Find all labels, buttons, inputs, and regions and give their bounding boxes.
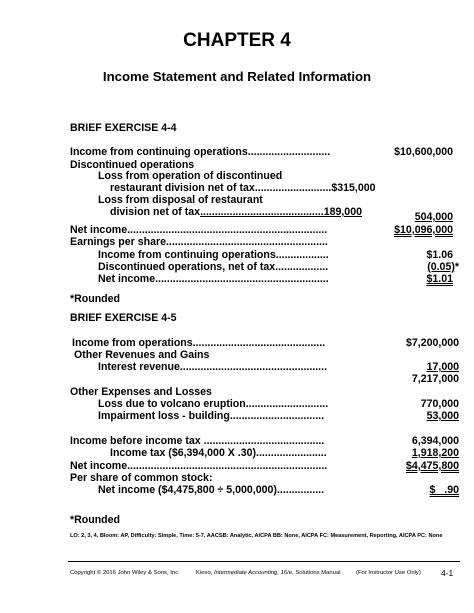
be45-tax-value: 1,918,200	[411, 447, 459, 459]
be45-ibt-value: 6,394,000	[411, 435, 459, 447]
be44-loss-disp-value: 189,000	[323, 206, 362, 218]
be45-subtotal-value: 7,217,000	[411, 373, 459, 385]
be44-loss-disp-label-1: Loss from disposal of restaurant	[98, 194, 263, 206]
be45-other-rev-label: Other Revenues and Gains	[74, 349, 210, 361]
be44-discontinued-label: Discontinued operations	[70, 159, 195, 171]
be44-eps-disc-label: Discontinued operations, net of tax..................	[98, 261, 329, 273]
be44-eps-cont-value: $1.06	[426, 249, 453, 261]
be45-net-per-share-value: $ .90	[429, 484, 459, 496]
be45-per-share-label: Per share of common stock:	[70, 472, 213, 484]
be44-loss-disp-label-2: division net of tax	[110, 206, 201, 218]
be45-net-income-label: Net income....................................................................	[70, 460, 328, 472]
be44-eps-cont-label: Income from continuing operations..................	[98, 249, 329, 261]
be45-volcano-value: 770,000	[420, 398, 459, 410]
be44-income-cont-value: $10,600,000	[394, 146, 453, 158]
be45-heading: BRIEF EXERCISE 4-5	[70, 312, 177, 324]
be45-net-income-value: $4,475,800	[405, 460, 459, 472]
be45-interest-value: 17,000	[426, 361, 459, 373]
footer-divider	[68, 561, 460, 562]
be45-net-per-share-label: Net income ($4,475,800 ÷ 5,000,000)................	[98, 484, 325, 496]
chapter-title: CHAPTER 4	[183, 30, 291, 51]
footer-book-prefix: Kieso,	[196, 570, 215, 576]
be44-heading: BRIEF EXERCISE 4-4	[70, 122, 177, 134]
be45-impairment-label: Impairment loss - building................................	[98, 410, 325, 422]
footer-book-suffix: , Solutions Manual	[292, 570, 341, 576]
be44-discontinued-total: 504,000	[414, 211, 453, 223]
be45-volcano-label: Loss due to volcano eruption............................	[98, 398, 329, 410]
be44-eps-net-label: Net income...........................................................	[98, 273, 329, 285]
be45-income-ops-label: Income from operations.............................................	[72, 337, 326, 349]
be45-tax-label: Income tax ($6,394,000 X .30)........................	[110, 447, 327, 459]
be44-loss-op-dots: ..........................	[254, 182, 332, 194]
be45-ibt-label: Income before income tax .........................................	[70, 435, 325, 447]
be45-other-exp-label: Other Expenses and Losses	[70, 386, 212, 398]
be44-net-income-label: Net income....................................................................	[70, 224, 328, 236]
be44-income-cont-label: Income from continuing operations............................	[70, 146, 331, 158]
be45-impairment-value: 53,000	[426, 410, 459, 422]
be44-eps-disc-value: (0.05)	[427, 261, 455, 273]
footer-book	[196, 570, 341, 576]
be44-loss-op-value: $315,000	[331, 182, 376, 194]
be45-income-ops-value: $7,200,000	[405, 337, 459, 349]
learning-objectives-line: LO: 2, 3, 4, Bloom: AP, Difficulty: Simple, Time: 5-7, AACSB: Analytic, AICPA BB: None, AICPA FC: Measurement, Reporting, AICPA PC: None	[70, 533, 443, 539]
be44-eps-disc-mark: *	[454, 261, 459, 273]
be44-loss-disp-line	[110, 206, 362, 219]
be44-eps-label: Earnings per share.......................................................	[70, 236, 328, 248]
be44-loss-op-label-1: Loss from operation of discontinued	[98, 170, 283, 182]
page-number: 4-1	[441, 568, 454, 578]
be44-net-income-value: $10,096,000	[394, 224, 453, 236]
be44-eps-net-value: $1.01	[426, 273, 453, 285]
be44-rounded-note: *Rounded	[70, 293, 121, 305]
footer-instructor-note: (For Instructor Use Only)	[356, 570, 421, 576]
page-subtitle: Income Statement and Related Information	[102, 69, 372, 84]
be44-loss-disp-dots: ..........................................	[200, 206, 324, 218]
be44-loss-op-label-2: restaurant division net of tax	[110, 182, 255, 194]
footer-book-title: Intermediate Accounting, 16/e	[214, 570, 293, 576]
be45-rounded-note: *Rounded	[70, 514, 121, 526]
footer-copyright: Copyright © 2016 John Wiley & Sons, Inc.	[70, 570, 180, 576]
be45-interest-label: Interest revenue..................................................	[98, 361, 328, 373]
